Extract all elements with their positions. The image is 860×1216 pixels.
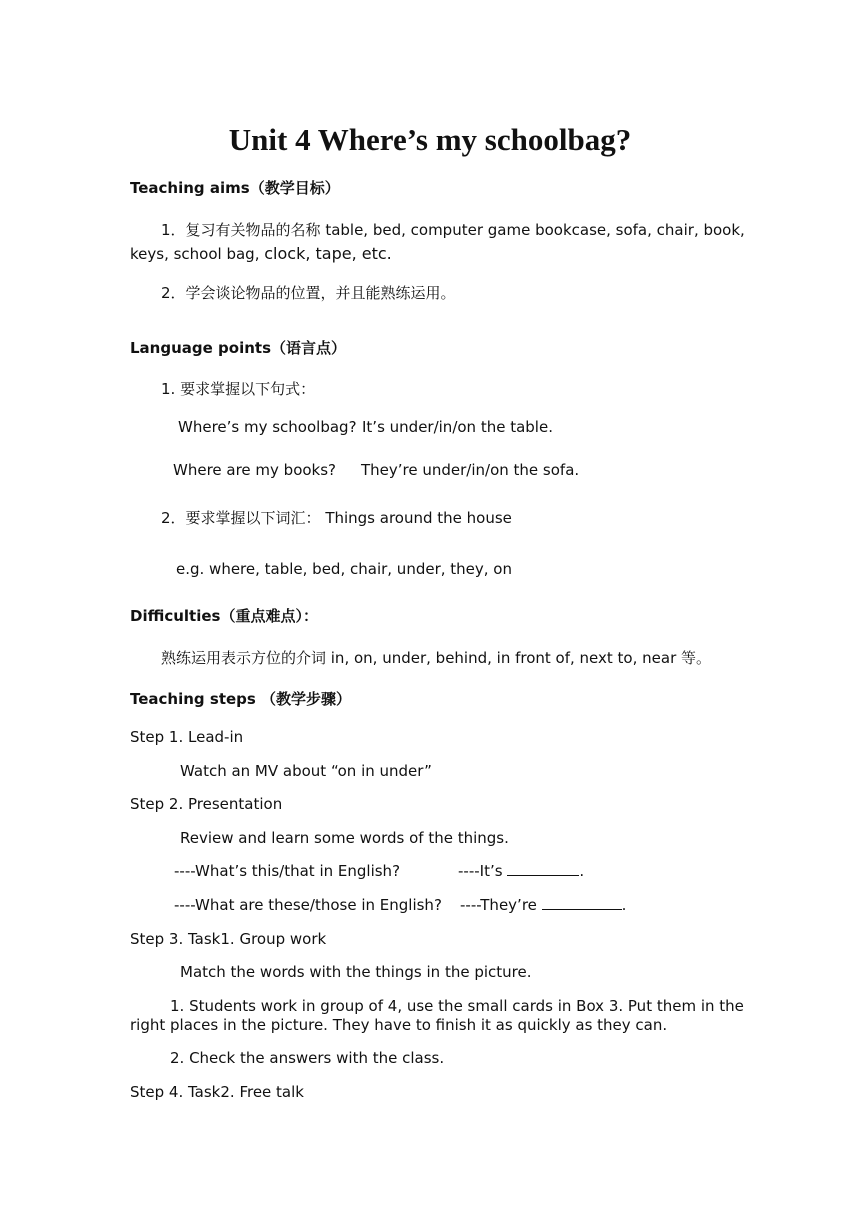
aims-item-2: 2．学会谈论物品的位置，并且能熟练运用。 bbox=[161, 284, 456, 302]
aims-item-1-line-2 bbox=[130, 245, 392, 263]
aims-item-1-line-2-a: keys, school bag, bbox=[130, 245, 265, 263]
sentence-2-answer: They’re under/in/on the sofa. bbox=[361, 461, 580, 479]
document-title: Unit 4 Where’s my schoolbag? bbox=[228, 122, 632, 157]
dialogue-answer-2 bbox=[460, 896, 626, 914]
language-points-heading: Language points（语言点） bbox=[130, 339, 346, 357]
step-3-item-2: 2. Check the answers with the class. bbox=[170, 1049, 445, 1067]
step-3-item-1-line-1: 1. Students work in group of 4, use the small cards in Box 3. Put them in the bbox=[170, 997, 744, 1015]
step-4: Step 4. Task2. Free talk bbox=[130, 1083, 304, 1101]
step-3: Step 3. Task1. Group work bbox=[130, 930, 327, 948]
teaching-aims-heading: Teaching aims（教学目标） bbox=[130, 179, 340, 197]
dialogue-question-2: ----What are these/those in English? bbox=[174, 896, 442, 914]
dialogue-answer-2-end: . bbox=[621, 896, 627, 914]
difficulties-heading: Difficulties（重点难点）： bbox=[130, 607, 318, 625]
dialogue-answer-1-end: . bbox=[579, 862, 585, 880]
language-points-item-2: 2．要求掌握以下词汇： Things around the house bbox=[161, 509, 512, 527]
answer-blank-2 bbox=[542, 896, 622, 910]
step-2-detail: Review and learn some words of the things. bbox=[180, 829, 509, 847]
dialogue-answer-1 bbox=[458, 862, 584, 880]
step-3-detail: Match the words with the things in the picture. bbox=[180, 963, 532, 981]
dialogue-answer-1-text: ----It’s bbox=[458, 862, 503, 880]
step-1-detail: Watch an MV about “on in under” bbox=[180, 762, 432, 780]
aims-item-1-line-2-b: clock, tape, etc. bbox=[264, 244, 392, 263]
aims-item-1-line-1: 1．复习有关物品的名称 table, bed, computer game bookcase, sofa, chair, book, bbox=[161, 221, 745, 239]
teaching-steps-heading: Teaching steps （教学步骤） bbox=[130, 690, 352, 708]
dialogue-question-1: ----What’s this/that in English? bbox=[174, 862, 401, 880]
step-1: Step 1. Lead-in bbox=[130, 728, 244, 746]
difficulties-text: 熟练运用表示方位的介词 in, on, under, behind, in front of, next to, near 等。 bbox=[161, 649, 711, 667]
sentence-1-answer: It’s under/in/on the table. bbox=[362, 418, 553, 436]
dialogue-answer-2-text: ----They’re bbox=[460, 896, 537, 914]
step-2: Step 2. Presentation bbox=[130, 795, 283, 813]
step-3-item-1-line-2: right places in the picture. They have to finish it as quickly as they can. bbox=[130, 1016, 668, 1034]
answer-blank-1 bbox=[507, 862, 579, 876]
sentence-1-question: Where’s my schoolbag? bbox=[178, 418, 357, 436]
sentence-2-question: Where are my books? bbox=[173, 461, 337, 479]
vocabulary-example: e.g. where, table, bed, chair, under, they, on bbox=[176, 560, 512, 578]
language-points-item-1: 1. 要求掌握以下句式： bbox=[161, 380, 316, 398]
